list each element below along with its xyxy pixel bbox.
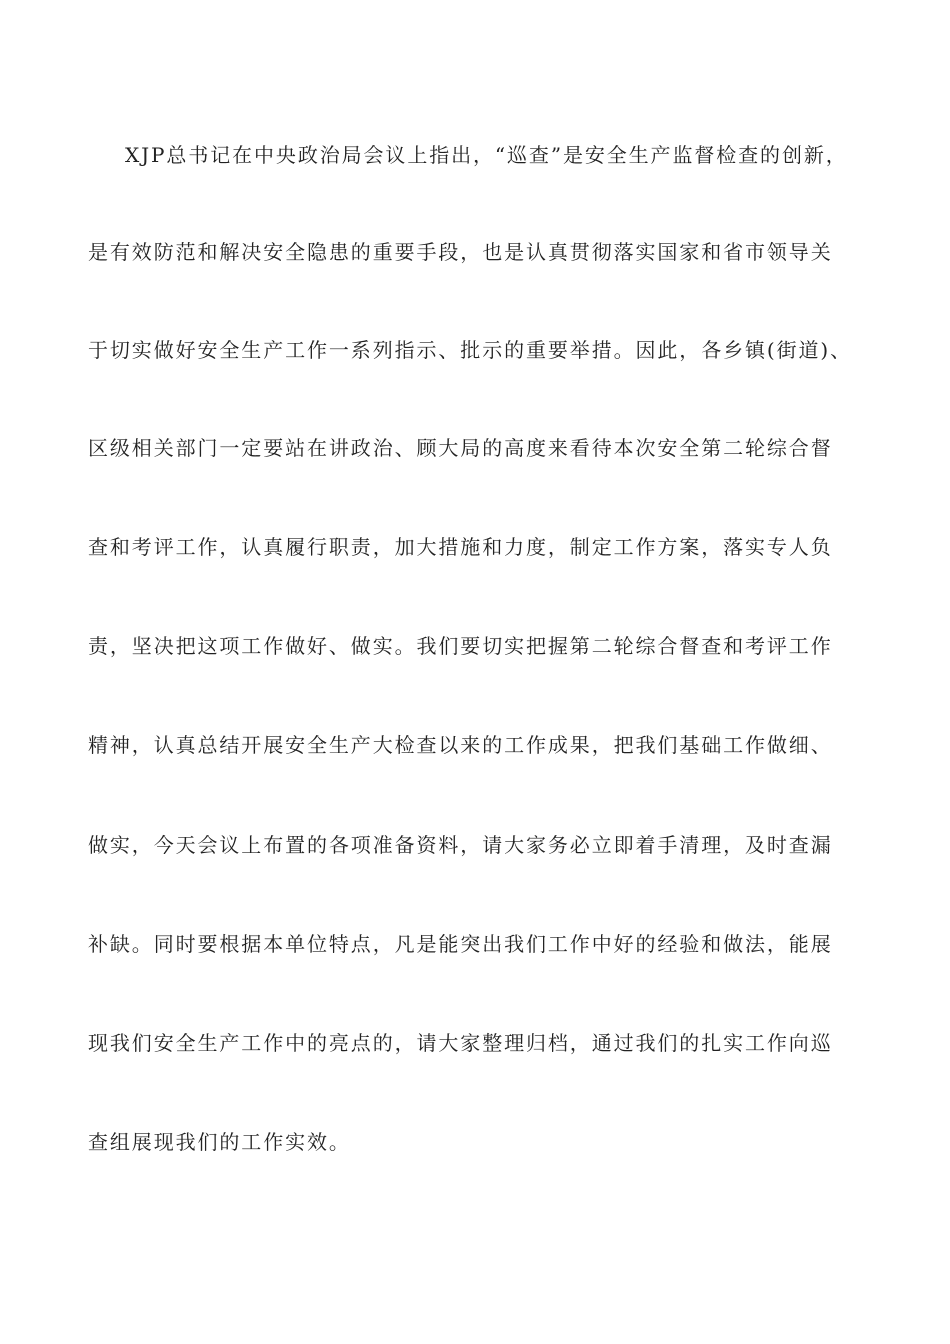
paragraph-line-6: 责，坚决把这项工作做好、做实。我们要切实把握第二轮综合督查和考评工作: [88, 634, 833, 658]
paragraph-line-11: 查组展现我们的工作实效。: [88, 1130, 351, 1154]
paragraph-line-5: 查和考评工作，认真履行职责，加大措施和力度，制定工作方案，落实专人负: [88, 535, 833, 559]
paragraph-line-10: 现我们安全生产工作中的亮点的，请大家整理归档，通过我们的扎实工作向巡: [88, 1031, 833, 1055]
paragraph-line-4: 区级相关部门一定要站在讲政治、顾大局的高度来看待本次安全第二轮综合督: [88, 436, 833, 460]
paragraph-line-1: XJP总书记在中央政治局会议上指出，“巡查”是安全生产监督检查的创新，: [125, 143, 848, 167]
paragraph-line-3: 于切实做好安全生产工作一系列指示、批示的重要举措。因此，各乡镇(街道)、: [88, 338, 853, 362]
paragraph-line-9: 补缺。同时要根据本单位特点，凡是能突出我们工作中好的经验和做法，能展: [88, 932, 833, 956]
paragraph-line-8: 做实，今天会议上布置的各项准备资料，请大家务必立即着手清理，及时查漏: [88, 833, 833, 857]
paragraph-line-2: 是有效防范和解决安全隐患的重要手段，也是认真贯彻落实国家和省市领导关: [88, 240, 833, 264]
paragraph-line-7: 精神，认真总结开展安全生产大检查以来的工作成果，把我们基础工作做细、: [88, 733, 833, 757]
